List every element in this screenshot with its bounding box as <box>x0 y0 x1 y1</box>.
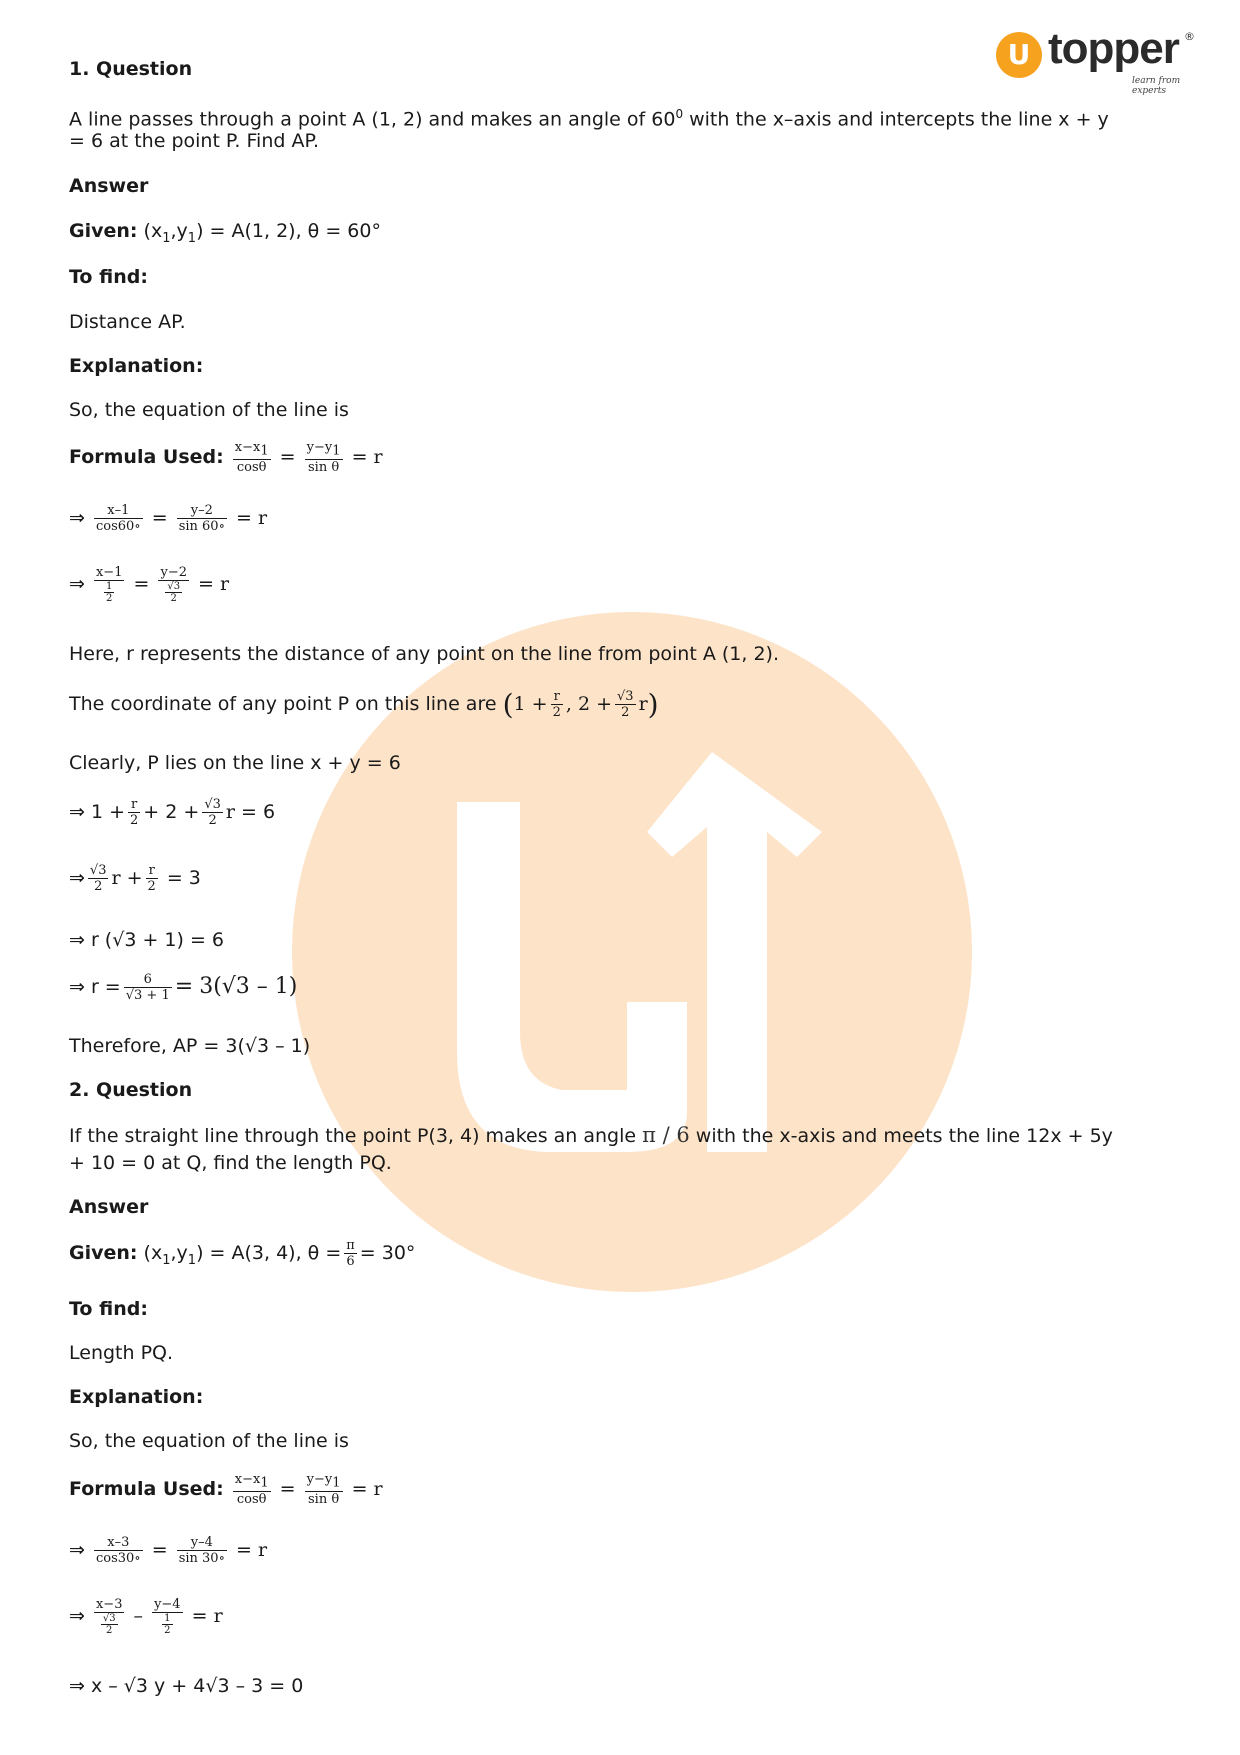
q1-given: Given: $(x_1,y_1) = A(1$, 2), θ = 60° <box>69 220 381 246</box>
q1-eq-intro: So, the equation of the line is <box>69 399 349 421</box>
q1-text-line2: = 6 at the point P. Find AP. <box>69 130 320 152</box>
q2-heading: 2. Question <box>69 1079 193 1101</box>
logo-mark: U <box>1007 38 1031 71</box>
brand-logo <box>996 24 1196 96</box>
q1-heading: 1. Question <box>69 58 193 80</box>
logo-name: topper <box>1048 24 1179 73</box>
q1-tofind-label: To find: <box>69 266 148 288</box>
registered-mark: ® <box>1184 30 1195 43</box>
q1-explanation-label: Explanation: <box>69 355 204 377</box>
q1-step6: ⇒ r = $\frac{6}{√3 + 1}$ = 3(√3 – 1) <box>69 972 298 1003</box>
q1-text-line1: A line passes through a point A (1, 2) and makes an angle of $60^0$ with the x–axis and intercepts the line x + y <box>69 107 1109 131</box>
q1-therefore: Therefore, AP = 3(√3 – 1) <box>69 1035 311 1057</box>
q1-coordinate: The coordinate of any point P on this line are (1 + $\frac{r}{2}$ , 2 + $\frac{√3}{2}$ r) <box>69 688 659 721</box>
q2-explanation-label: Explanation: <box>69 1386 204 1408</box>
q2-last: ⇒ x – √3 y + 4√3 – 3 = 0 <box>69 1675 304 1697</box>
q1-formula: Formula Used: $\frac{x-x_1}{\cos\theta}$ = $\frac{y-y_1}{\text{sin θ}}$ = r <box>69 440 383 475</box>
q2-answer-label: Answer <box>69 1196 149 1218</box>
q1-answer-label: Answer <box>69 175 149 197</box>
q1-clearly: Clearly, P lies on the line x + y = 6 <box>69 752 401 774</box>
q2-step1: ⇒ $\frac{x-3}{\cos 30\circ}$ = $\frac{y-4}{\sin 30\circ}$ = r <box>69 1535 268 1566</box>
q2-text-line1: If the straight line through the point P(3, 4) makes an angle π / 6 with the x-axis and meets the line 12x + 5y <box>69 1123 1113 1147</box>
q2-step2: ⇒ $\frac{x-3}{\frac{√3}{2}}$ – $\frac{y-4}{\frac{1}{2}}$ = r <box>69 1597 223 1636</box>
q1-step5: ⇒ r (√3 + 1) = 6 <box>69 929 225 951</box>
q1-step3: ⇒ 1 + $\frac{r}{2}$ + 2 + $\frac{√3}{2}$ r = 6 <box>69 797 276 828</box>
q2-given: Given: $(x_1,y_1) = A(3$, 4), θ = $\frac{\pi}{6}$ = 30° <box>69 1238 416 1269</box>
q1-tofind-value: Distance AP. <box>69 311 186 333</box>
q1-step4: ⇒ $\frac{√3}{2}$ r + $\frac{r}{2}$ = 3 <box>69 863 201 894</box>
q2-eq-intro: So, the equation of the line is <box>69 1430 349 1452</box>
q1-here: Here, r represents the distance of any point on the line from point A (1, 2). <box>69 643 779 665</box>
q2-text-line2: + 10 = 0 at Q, find the length PQ. <box>69 1152 392 1174</box>
logo-tagline: learn from experts <box>1132 76 1181 96</box>
q2-tofind-label: To find: <box>69 1298 148 1320</box>
q2-tofind-value: Length PQ. <box>69 1342 174 1364</box>
q1-step2: ⇒ $\frac{x-1}{\frac{1}{2}}$ = $\frac{y-2}{\frac{√3}{2}}$ = r <box>69 565 230 604</box>
q2-formula: Formula Used: $\frac{x-x_1}{\cos\theta}$ = $\frac{y-y_1}{\text{sin θ}}$ = r <box>69 1472 383 1507</box>
q1-step1: ⇒ $\frac{x-1}{\cos 60\circ}$ = $\frac{y-2}{\sin 60\circ}$ = r <box>69 503 268 534</box>
